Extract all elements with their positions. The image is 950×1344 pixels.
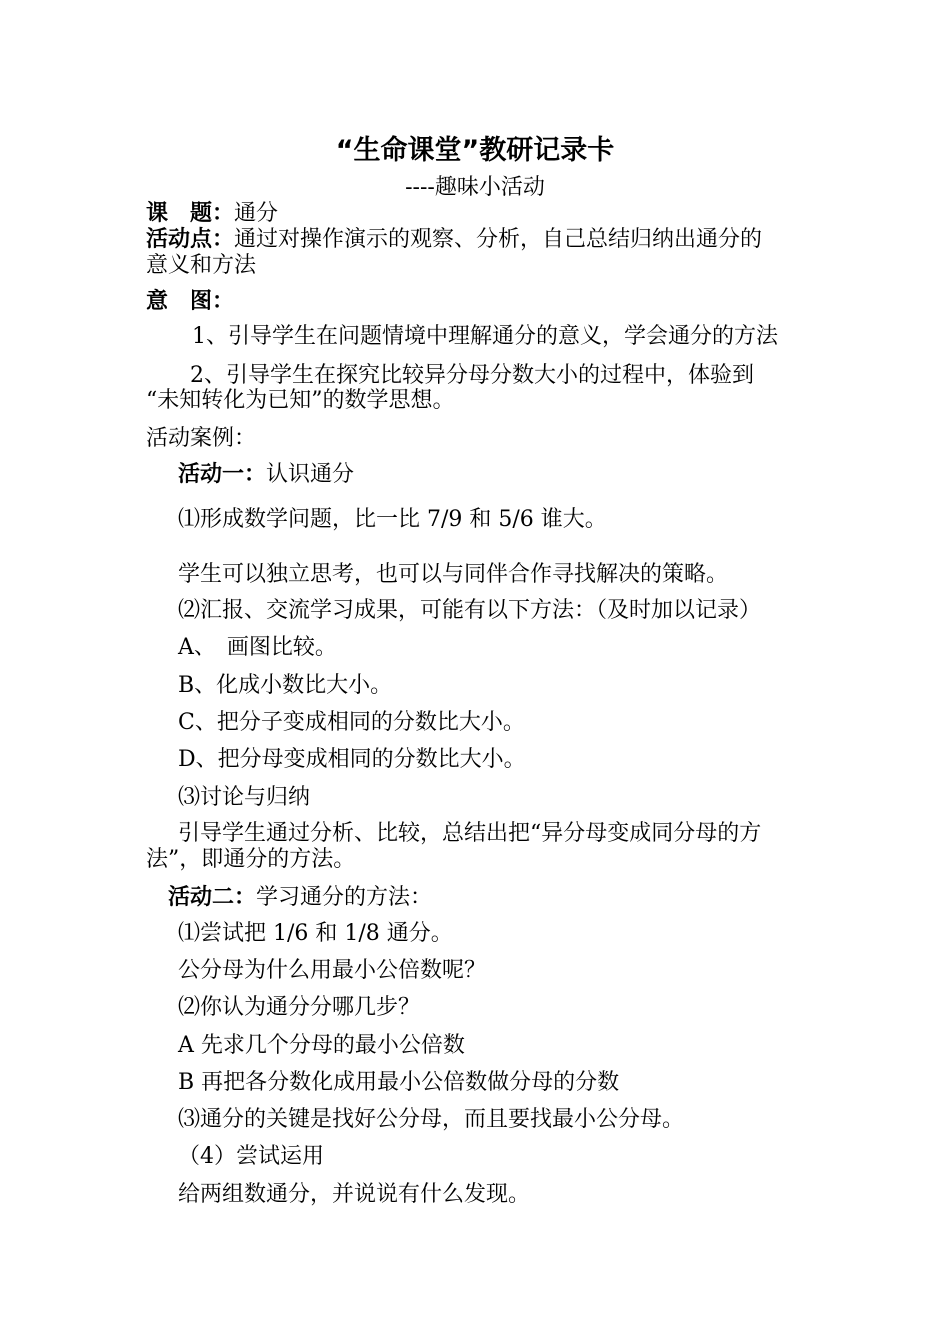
activity-point-row	[146, 226, 762, 254]
intent-item-2-cont: “未知转化为已知”的数学思想。	[146, 388, 455, 413]
method-c: C、把分子变成相同的分数比大小。	[178, 710, 525, 735]
activity-two-step-3: ⑶通分的关键是找好公分母，而且要找最小公分母。	[178, 1107, 685, 1132]
activity-one-step-3: ⑶讨论与归纳	[178, 785, 311, 810]
intent-item-1: 1、引导学生在问题情境中理解通分的意义，学会通分的方法	[192, 324, 778, 349]
activity-one-label: 活动一：	[178, 462, 267, 487]
activity-two-task: 给两组数通分，并说说有什么发现。	[178, 1182, 531, 1207]
activity-one-heading	[178, 461, 354, 489]
activity-two-step-4: （4）尝试运用	[178, 1144, 324, 1169]
activity-one-step-2: ⑵汇报、交流学习成果，可能有以下方法：（及时加以记录）	[178, 598, 762, 623]
activity-two-step-2: ⑵你认为通分分哪几步？	[178, 995, 421, 1020]
activity-one-summary: 引导学生通过分析、比较，总结出把“异分母变成同分母的方	[178, 821, 762, 846]
activity-two-value: 学习通分的方法：	[256, 885, 433, 910]
topic-label: 课 题：	[146, 201, 235, 226]
activity-one-summary-cont: 法”，即通分的方法。	[146, 847, 356, 872]
intent-label: 意 图：	[146, 289, 235, 314]
method-b: B、化成小数比大小。	[178, 673, 393, 698]
activity-two-label: 活动二：	[168, 885, 257, 910]
activity-two-question: 公分母为什么用最小公倍数呢？	[178, 958, 487, 983]
topic-row	[146, 200, 278, 228]
activity-one-note: 学生可以独立思考，也可以与同伴合作寻找解决的策略。	[178, 562, 729, 587]
topic-value: 通分	[234, 201, 279, 226]
method-d: D、把分母变成相同的分数比大小。	[178, 747, 526, 772]
case-label: 活动案例：	[146, 426, 257, 451]
activity-one-step-1: ⑴形成数学问题，比一比 7/9 和 5/6 谁大。	[178, 507, 607, 532]
step-b: B 再把各分数化成用最小公倍数做分母的分数	[178, 1070, 620, 1095]
method-a: A、 画图比较。	[178, 635, 337, 660]
page-title: “生命课堂”教研记录卡	[335, 135, 615, 166]
intent-item-2: 2、引导学生在探究比较异分母分数大小的过程中，体验到	[190, 363, 754, 388]
activity-point-text-cont: 意义和方法	[146, 253, 257, 278]
activity-two-step-1: ⑴尝试把 1/6 和 1/8 通分。	[178, 921, 453, 946]
activity-two-heading	[168, 884, 432, 912]
step-a: A 先求几个分母的最小公倍数	[178, 1033, 465, 1058]
activity-point-label: 活动点：	[146, 227, 235, 252]
activity-one-value: 认识通分	[266, 462, 355, 487]
activity-point-text: 通过对操作演示的观察、分析，自己总结归纳出通分的	[234, 227, 763, 252]
page-subtitle: ----趣味小活动	[405, 175, 545, 200]
